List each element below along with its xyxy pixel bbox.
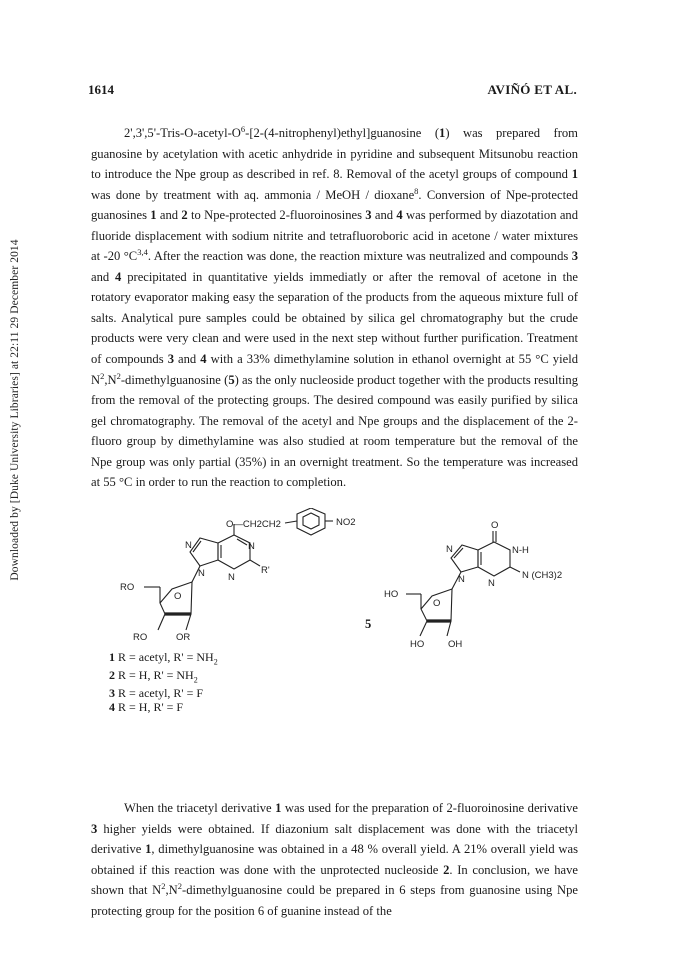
legend-item: 3 R = acetyl, R' = F [109,685,204,700]
download-watermark [4,130,26,690]
page-header [88,82,577,102]
ring-oxygen-label: O [174,591,182,602]
purine-n-label: N [488,578,495,589]
paragraph-synthesis [91,123,578,493]
purine-n-label: N [198,568,205,579]
purine-n-label: N [185,540,192,551]
ro-label: RO [120,582,135,593]
purine-n-label: N [228,572,235,583]
compound-legend [109,651,218,714]
running-head: AVIÑÓ ET AL. [487,82,577,97]
paragraph-text: $2',3',5'-Tris-O-acetyl-O^6-[2-(4-nitrophenyl)ethyl]guanosine$ (1) was prepared from guanosine by acetylation with acetic anhydride in pyridine and subsequent Mitsunobu reaction to introduce the Npe group as described in ref. 8. Removal of the acetyl groups of compound 1 was done by treatment with aq. ammonia / MeOH / dioxane$^8$. Conversion of Npe-protected guanosines 1 and 2 to Npe-protected 2-fluoroinosines 3 and 4 was performed by diazotation and fluoride displacement with sodium nitrite and tetrafluoroboric acid in acetone / water mixtures at -20 $^\circ C^{3,4}$. After the reaction was done, the reaction mixture was neutralized and compounds 3 and 4 precipitated in quantitative yields immediatly or after the removal of acetone in the rotatory evaporator making easy the separation of the products from the aqueous mixture full of salts. Analytical pure samples could be obtained by silica gel chromatography but the crude products were very clean and were used in the next step without further purification. Treatment of compounds 3 and 4 with a 33% dimethylamine solution in ethanol overnight at 55 °C yield $N^2,N^2$-dimethylguanosine (5) as the only nucleoside product together with the products resulting from the removal of the protecting groups. The desired compound was easily purified by silica gel chromatography. The removal of the acetyl and Npe groups and the displacement of the 2-fluoro group by dimethylamine was also studied at room temperature but the removal of the Npe group was only partial (35%) in an overnight treatment. So the temperature was increased at 55 °C in order to run the reaction to completion. [91,124,579,490]
dimethylamino-label: N (CH3)2 [522,570,563,581]
oh-label: OH [448,639,463,650]
download-note: Downloaded by [Duke University Libraries] at 22:11 29 December 2014 [9,239,21,581]
paragraph-results [91,798,578,921]
ring-oxygen-label: O [433,598,441,609]
compound-5-label: 5 [365,617,372,631]
legend-item: 4 R = H, R' = F [109,699,184,714]
ether-chain-label: O—CH2CH2 [226,519,281,530]
carbonyl-oxygen-label: O [491,520,499,531]
legend-item: 1 R = acetyl, $R' = NH_2$ [109,650,218,667]
legend-item: 2 R = H, $R' = NH_2$ [109,667,198,685]
ho-label: HO [384,589,399,600]
purine-n-label: N [446,544,453,555]
paragraph-text: When the triacetyl derivative 1 was used for the preparation of 2-fluoroinosine derivative 3 higher yields were obtained. If diazonium salt displacement was done with the triacetyl derivative 1, dimethylguanosine was obtained in a 48 % overall yield. A 21% overall yield was obtained if this reaction was done with the unprotected nucleoside 2. In conclusion, we have shown that $N^2,N^2$-dimethylguanosine could be prepared in 6 steps from guanosine using Npe protecting group for the position 6 of guanine instead of the [91,801,579,918]
purine-n-label: N [248,541,255,552]
ro-label: RO [133,632,148,643]
purine-n-label: N [458,574,465,585]
page-number: 1614 [88,82,114,97]
nitro-group-label: NO2 [336,517,356,528]
ho-label: HO [410,639,425,650]
r-prime-label: R' [261,565,270,576]
or-label: OR [176,632,191,643]
nh-label: N-H [512,545,529,556]
